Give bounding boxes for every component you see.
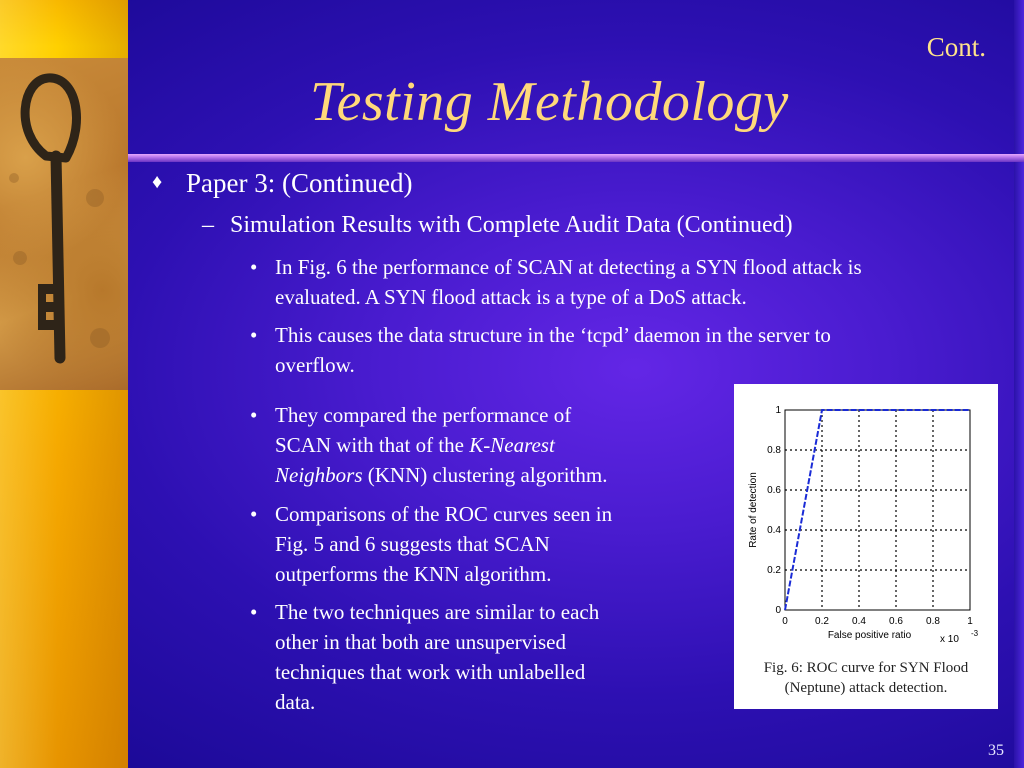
diamond-bullet-icon: ♦	[152, 171, 163, 193]
x-multiplier-exponent: -3	[971, 629, 979, 638]
dot-bullet-icon: •	[250, 502, 258, 526]
plot-frame	[785, 410, 970, 610]
x-tick-label: 0.4	[852, 616, 866, 627]
dot-bullet-icon: •	[250, 600, 258, 624]
x-tick-label: 0.2	[815, 616, 829, 627]
dot-bullet-icon: •	[250, 403, 258, 427]
y-tick-label: 0.2	[767, 565, 781, 576]
x-axis-label: False positive ratio	[827, 630, 912, 641]
antique-key-image	[0, 58, 128, 390]
bullet-line: Comparisons of the ROC curves seen in	[275, 502, 613, 526]
bullet-line: techniques that work with unlabelled	[275, 660, 586, 684]
roc-figure	[734, 384, 998, 709]
figure-caption	[734, 658, 998, 698]
dash-bullet-icon: –	[202, 212, 214, 238]
bullet-line: overflow.	[275, 353, 355, 377]
bullet-line: In Fig. 6 the performance of SCAN at detecting a SYN flood attack is	[275, 255, 862, 279]
title-divider	[128, 154, 1024, 162]
knn-italic-a: K-Nearest	[469, 433, 555, 457]
dot-bullet-icon: •	[250, 255, 258, 279]
bullet-text: Simulation Results with Complete Audit Data (Continued)	[230, 212, 793, 238]
dot-bullet-icon: •	[250, 323, 258, 347]
bullet-text: Paper 3: (Continued)	[186, 168, 413, 198]
y-tick-label: 0.6	[767, 485, 781, 496]
y-tick-label: 0.4	[767, 525, 781, 536]
y-tick-label: 0.8	[767, 445, 781, 456]
bullet-line: data.	[275, 690, 316, 714]
continued-label: Cont.	[926, 32, 986, 62]
x-multiplier-label: x 10	[940, 634, 959, 645]
right-edge-band	[1014, 0, 1024, 768]
bullet-line: This causes the data structure in the ‘tcpd’ daemon in the server to	[275, 323, 831, 347]
bullet-line: Fig. 5 and 6 suggests that SCAN	[275, 532, 550, 556]
bullet-line: evaluated. A SYN flood attack is a type of a DoS attack.	[275, 285, 747, 309]
caption-line: (Neptune) attack detection.	[784, 680, 948, 696]
bullet-line: Neighbors (KNN) clustering algorithm.	[275, 463, 608, 487]
bullet-line: The two techniques are similar to each	[275, 600, 600, 624]
bullet-line: other in that both are unsupervised	[275, 630, 567, 654]
roc-series-line	[785, 410, 970, 610]
knn-italic-b: Neighbors	[275, 463, 363, 487]
y-tick-label: 1	[775, 405, 781, 416]
y-axis-label: Rate of detection	[748, 472, 759, 548]
bullet-line: They compared the performance of	[275, 403, 572, 427]
page-number: 35	[988, 742, 1004, 759]
bullet-line: outperforms the KNN algorithm.	[275, 562, 552, 586]
x-tick-label: 0.6	[889, 616, 903, 627]
caption-line: Fig. 6: ROC curve for SYN Flood	[763, 660, 969, 676]
bullet-line: SCAN with that of the K-Nearest	[275, 433, 555, 457]
x-tick-label: 1	[967, 616, 973, 627]
x-tick-label: 0.8	[926, 616, 940, 627]
slide-title: Testing Methodology	[310, 71, 789, 133]
roc-chart	[734, 384, 998, 654]
y-tick-label: 0	[775, 605, 781, 616]
x-tick-label: 0	[782, 616, 788, 627]
